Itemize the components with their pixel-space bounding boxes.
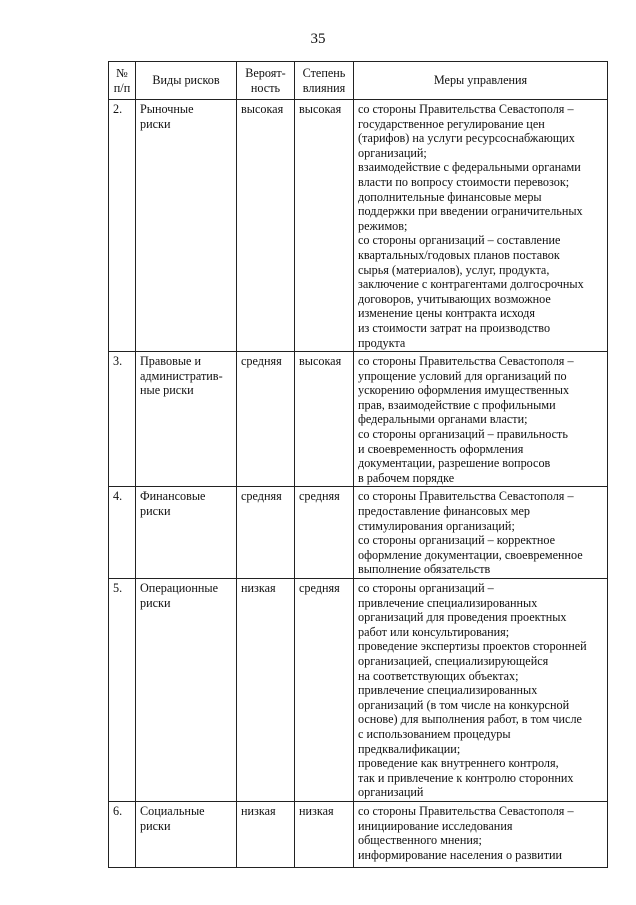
header-impact-line: Степень — [302, 65, 346, 80]
risk-management-table — [108, 61, 608, 868]
measures-text — [354, 352, 608, 487]
risk-type-line: административ- — [140, 368, 223, 383]
table-header-row — [109, 62, 608, 100]
measures-line: организаций — [358, 785, 424, 800]
measures-line: организаций; — [358, 145, 427, 160]
impact-value: высокая — [295, 352, 354, 487]
measures-line: со стороны Правительства Севастополя – — [358, 102, 574, 116]
measures-line: привлечение специализированных — [358, 595, 538, 610]
risk-type — [136, 579, 237, 802]
risk-type — [136, 100, 237, 352]
table-body — [109, 100, 608, 868]
measures-line: изменение цены контракта исходя — [358, 306, 535, 321]
measures-line: прав, взаимодействие с профильными — [358, 397, 556, 412]
measures-line: поддержки при введении ограничительных — [358, 204, 583, 219]
risk-type-line: Рыночные — [140, 102, 194, 116]
measures-line: информирование населения о развитии — [358, 847, 563, 862]
measures-text — [354, 579, 608, 802]
header-probability-line: ность — [250, 80, 281, 95]
measures-line: выполнение обязательств — [358, 562, 491, 577]
header-num-line: № — [116, 65, 128, 80]
risk-type-line: Социальные — [140, 803, 205, 818]
probability-value: средняя — [237, 352, 295, 487]
risk-type-line: риски — [140, 116, 171, 131]
risk-type-line: ные риски — [140, 383, 194, 398]
measures-line: со стороны организаций – составление — [358, 233, 561, 248]
measures-line: оформление документации, своевременное — [358, 547, 583, 562]
measures-line: государственное регулирование цен — [358, 116, 545, 131]
measures-line: и своевременность оформления — [358, 441, 524, 456]
measures-line: стимулирования организаций; — [358, 518, 515, 533]
measures-line: организацией, специализирующейся — [358, 653, 549, 668]
measures-line: ускорению оформления имущественных — [358, 383, 570, 398]
risk-type — [136, 487, 237, 579]
measures-line: основе) для выполнения работ, в том числе — [358, 712, 582, 727]
header-measures-line: Меры управления — [433, 73, 528, 88]
measures-line: со стороны организаций – — [358, 581, 494, 595]
measures-line: власти по вопросу стоимости перевозок; — [358, 174, 570, 189]
measures-line: продукта — [358, 335, 406, 350]
measures-line: со стороны организаций – правильность — [358, 427, 568, 442]
risk-type-line: Операционные — [140, 581, 219, 595]
page-number: 35 — [310, 31, 326, 47]
row-number: 4. — [109, 487, 136, 579]
header-probability — [237, 62, 295, 100]
measures-line: организаций (в том числе на конкурсной — [358, 697, 570, 712]
probability-value: низкая — [237, 579, 295, 802]
measures-line: взаимодействие с федеральными органами — [358, 160, 581, 175]
header-probability-line: Вероят- — [245, 65, 286, 80]
row-number: 6. — [109, 801, 136, 867]
row-number: 5. — [109, 579, 136, 802]
measures-line: документации, разрешение вопросов — [358, 456, 551, 471]
impact-value: средняя — [295, 579, 354, 802]
table-row — [109, 801, 608, 867]
measures-line: с использованием процедуры — [358, 726, 511, 741]
table-row — [109, 352, 608, 487]
row-number: 3. — [109, 352, 136, 487]
impact-value: низкая — [295, 801, 354, 867]
risk-type-line: риски — [140, 595, 171, 610]
measures-text — [354, 100, 608, 352]
measures-line: из стоимости затрат на производство — [358, 320, 551, 335]
row-number: 2. — [109, 100, 136, 352]
measures-line: со стороны Правительства Севастополя – — [358, 803, 574, 818]
table-row — [109, 487, 608, 579]
measures-text — [354, 487, 608, 579]
probability-value: высокая — [237, 100, 295, 352]
measures-line: договоров, учитывающих возможное — [358, 291, 551, 306]
measures-line: со стороны Правительства Севастополя – — [358, 489, 574, 504]
probability-value: низкая — [237, 801, 295, 867]
measures-line: предоставление финансовых мер — [358, 504, 531, 519]
header-num — [109, 62, 136, 100]
table-row — [109, 579, 608, 802]
measures-line: федеральными органами власти; — [358, 412, 528, 427]
probability-value: средняя — [237, 487, 295, 579]
header-risk-type — [136, 62, 237, 100]
risk-type-line: Финансовые — [140, 489, 206, 504]
header-num-line: п/п — [113, 80, 131, 95]
measures-line: проведение экспертизы проектов сторонней — [358, 639, 587, 654]
measures-line: в рабочем порядке — [358, 470, 455, 485]
impact-value: средняя — [295, 487, 354, 579]
risk-type — [136, 801, 237, 867]
header-impact-line: влияния — [302, 80, 346, 95]
measures-line: со стороны Правительства Севастополя – — [358, 354, 574, 369]
measures-line: упрощение условий для организаций по — [358, 368, 567, 383]
measures-text — [354, 801, 608, 867]
measures-line: так и привлечение к контролю сторонних — [358, 770, 574, 785]
header-impact — [295, 62, 354, 100]
measures-line: общественного мнения; — [358, 833, 482, 848]
measures-line: работ или консультирования; — [358, 624, 510, 639]
measures-line: квартальных/годовых планов поставок — [358, 247, 560, 262]
measures-line: дополнительные финансовые меры — [358, 189, 542, 204]
measures-line: привлечение специализированных — [358, 683, 538, 698]
risk-type-line: риски — [140, 504, 171, 519]
measures-line: режимов; — [358, 218, 408, 233]
measures-line: со стороны организаций – корректное — [358, 533, 556, 548]
risk-type-line: риски — [140, 818, 171, 833]
impact-value: высокая — [295, 100, 354, 352]
header-measures — [354, 62, 608, 100]
risk-type — [136, 352, 237, 487]
risk-type-line: Правовые и — [140, 354, 201, 369]
header-risk-type-line: Виды рисков — [152, 73, 220, 88]
measures-line: на соответствующих объектах; — [358, 668, 519, 683]
measures-line: проведение как внутреннего контроля, — [358, 756, 559, 771]
measures-line: предквалификации; — [358, 741, 461, 756]
measures-line: (тарифов) на услуги ресурсоснабжающих — [358, 131, 575, 146]
measures-line: заключение с контрагентами долгосрочных — [358, 277, 584, 292]
measures-line: сырья (материалов), услуг, продукта, — [358, 262, 550, 277]
measures-line: инициирование исследования — [358, 818, 513, 833]
table-row — [109, 100, 608, 352]
measures-line: организаций для проведения проектных — [358, 610, 567, 625]
